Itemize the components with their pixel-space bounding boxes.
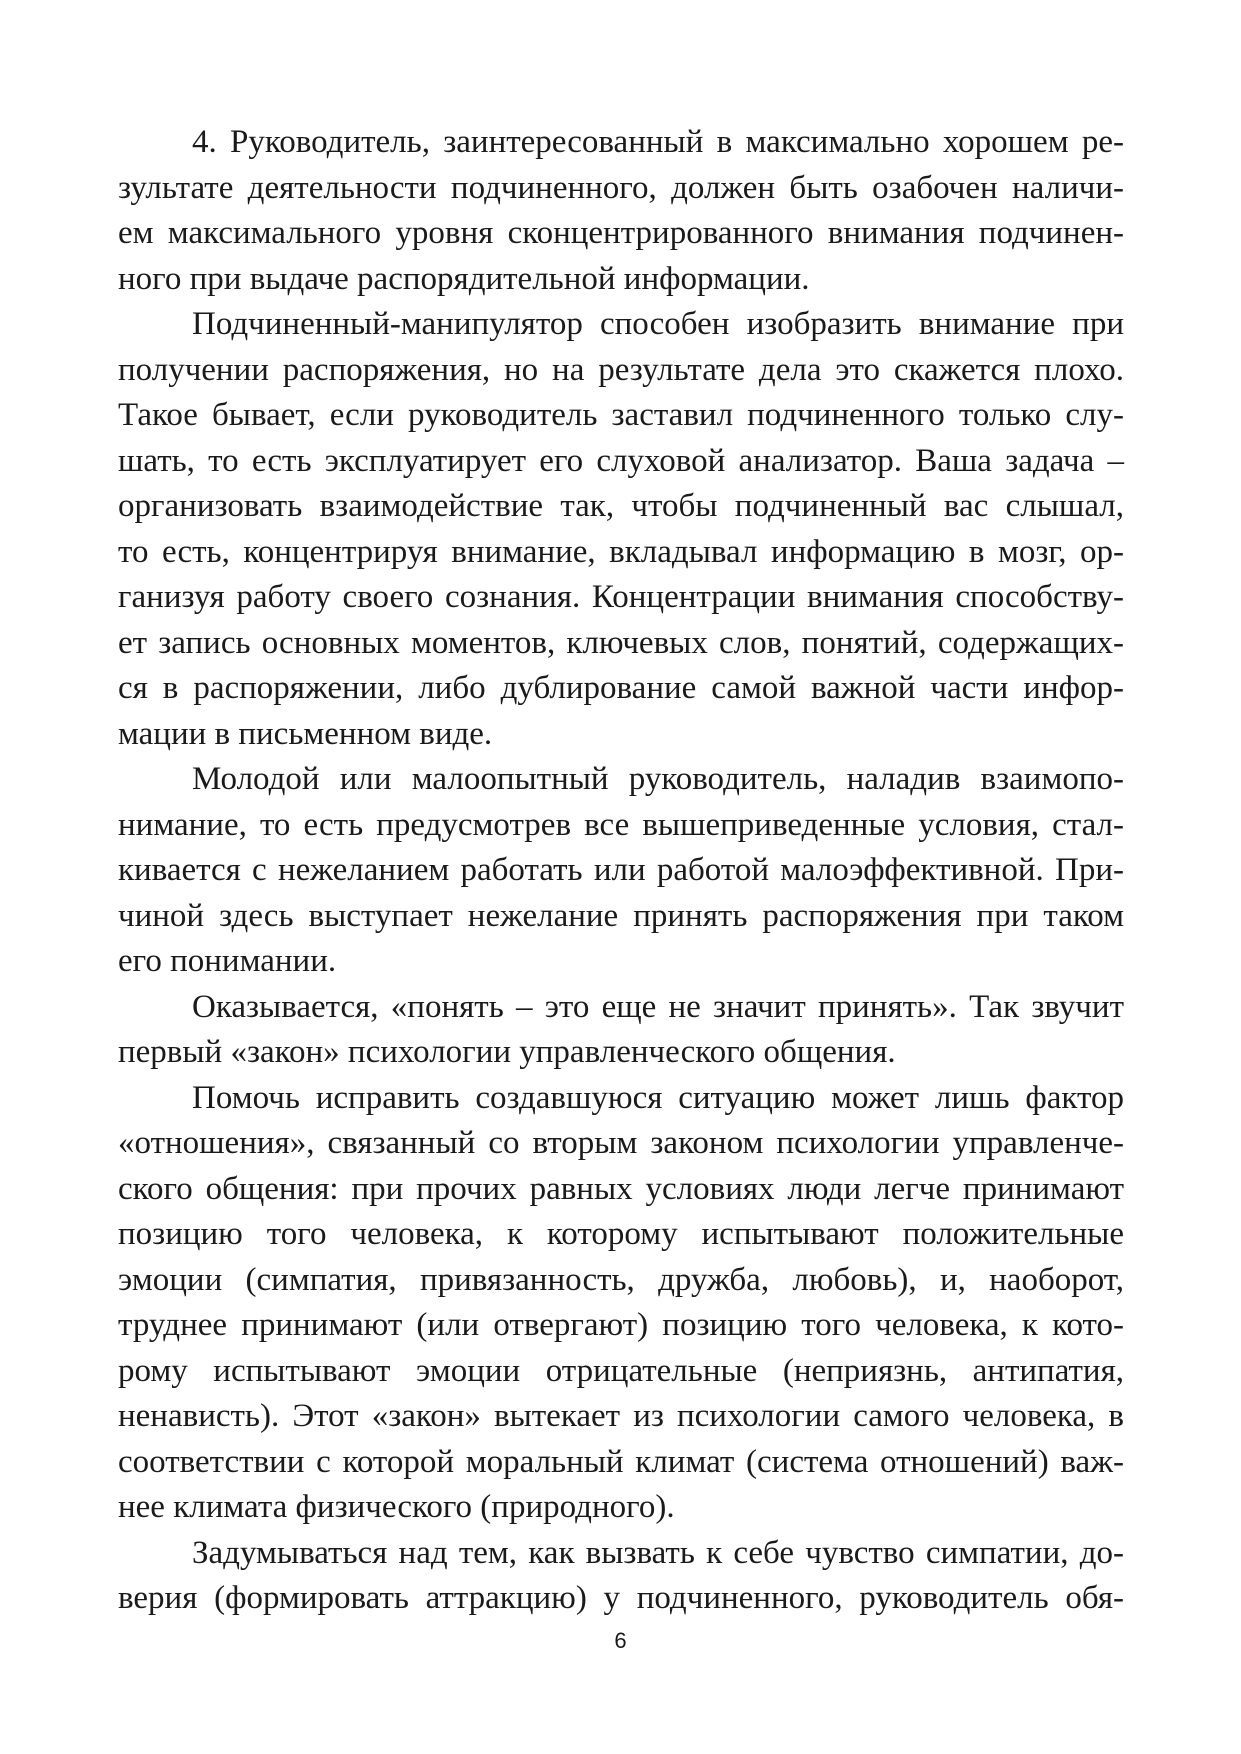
body-text [118, 120, 1124, 1622]
text-line: ет запись основных моментов, ключевых слов, понятий, содержащих- [118, 624, 1124, 661]
paragraph [118, 1076, 1124, 1531]
text-line: рому испытывают эмоции отрицательные (неприязнь, антипатия, [118, 1352, 1124, 1389]
text-line: получении распоряжения, но на результате дела это скажется плохо. [118, 351, 1124, 388]
text-line: зультате деятельности подчиненного, должен быть озабочен наличи- [118, 169, 1124, 206]
page-number: 6 [614, 1628, 627, 1653]
text-line: то есть, концентрируя внимание, вкладывал информацию в мозг, ор- [118, 533, 1124, 570]
text-line: труднее принимают (или отвергают) позицию того человека, к кото- [118, 1307, 1124, 1343]
text-line: верия (формировать аттракцию) у подчиненного, руководитель обя- [118, 1580, 1124, 1616]
text-line: кивается с нежеланием работать или работой малоэффективной. При- [118, 852, 1124, 888]
text-line: нимание, то есть предусмотрев все вышеприведенные условия, стал- [118, 806, 1124, 843]
text-line: Оказывается, «понять – это еще не значит принять». Так звучит [192, 988, 1124, 1025]
text-line: первый «закон» психологии управленческого общения. [118, 1034, 896, 1070]
text-line: мации в письменном виде. [118, 715, 493, 752]
text-line: Помочь исправить создавшуюся ситуацию может лишь фактор [192, 1079, 1124, 1116]
paragraph [118, 985, 1124, 1076]
text-line: ем максимального уровня сконцентрированного внимания подчинен- [118, 215, 1124, 251]
text-line: организовать взаимодействие так, чтобы подчиненный вас слышал, [118, 488, 1124, 524]
text-line: ся в распоряжении, либо дублирование самой важной части инфор- [118, 670, 1124, 706]
text-line: Такое бывает, если руководитель заставил подчиненного только слу- [118, 397, 1124, 433]
text-line: Задумываться над тем, как вызвать к себе чувство симпатии, до- [192, 1534, 1124, 1571]
paragraph [118, 120, 1124, 302]
text-line: ненависть). Этот «закон» вытекает из психологии самого человека, в [118, 1398, 1124, 1434]
text-line: эмоции (симпатия, привязанность, дружба, любовь), и, наоборот, [118, 1261, 1124, 1298]
text-line: «отношения», связанный со вторым законом психологии управленче- [118, 1125, 1124, 1161]
text-line: ного при выдаче распорядительной информации. [118, 260, 810, 297]
text-line: его понимании. [118, 943, 337, 979]
paragraph [118, 757, 1124, 985]
text-line: соответствии с которой моральный климат (система отношений) важ- [118, 1443, 1124, 1480]
paragraph [118, 302, 1124, 757]
text-line: Молодой или малоопытный руководитель, наладив взаимопо- [192, 761, 1124, 797]
text-line: Подчиненный-манипулятор способен изобразить внимание при [192, 306, 1124, 342]
text-line: ганизуя работу своего сознания. Концентрации внимания способству- [118, 579, 1124, 615]
paragraph [118, 1531, 1124, 1622]
text-line: чиной здесь выступает нежелание принять распоряжения при таком [118, 897, 1124, 934]
text-line: 4. Руководитель, заинтересованный в максимально хорошем ре- [192, 124, 1124, 160]
text-line: позицию того человека, к которому испытывают положительные [118, 1216, 1124, 1252]
text-line: шать, то есть эксплуатирует его слуховой анализатор. Ваша задача – [118, 442, 1124, 479]
text-line: нее климата физического (природного). [118, 1489, 675, 1525]
text-line: ского общения: при прочих равных условиях люди легче принимают [118, 1170, 1124, 1207]
